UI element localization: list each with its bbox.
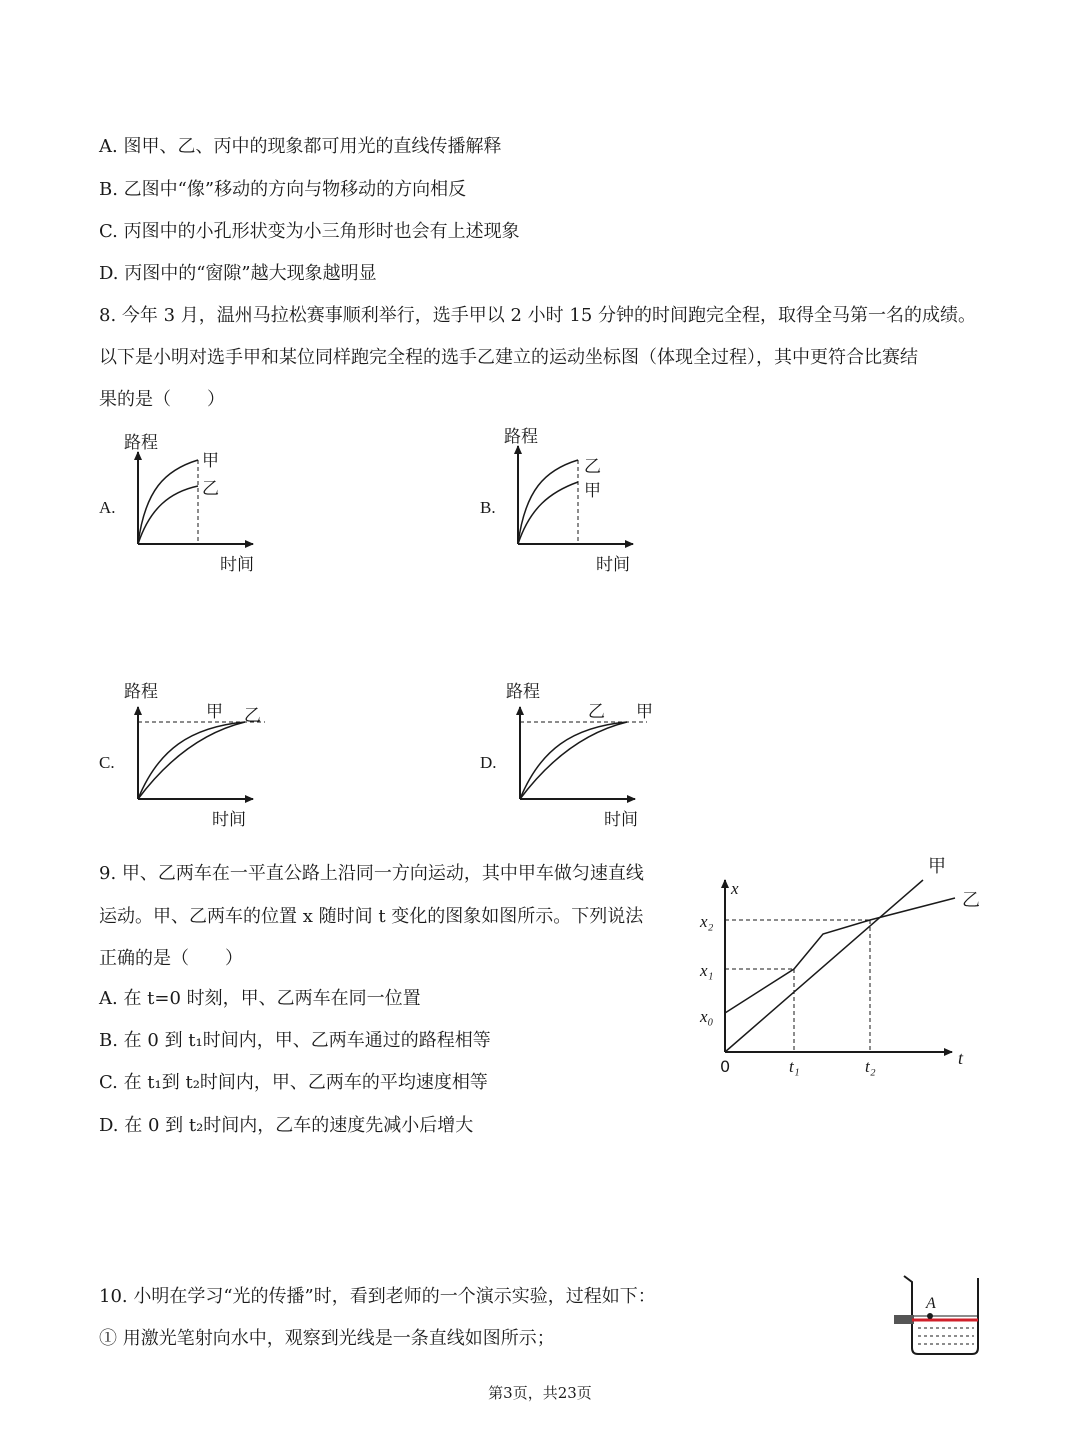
curve-lower-label: 甲 <box>584 481 601 501</box>
tick-x2: x₂ <box>700 912 714 931</box>
y-axis-label: 路程 <box>124 433 158 453</box>
q8-graph-b <box>500 420 660 580</box>
curve-lower <box>138 486 198 544</box>
x-axis-label: 时间 <box>604 810 638 830</box>
y-axis-label: 路程 <box>504 427 538 447</box>
q8-stem-line-2: 以下是小明对选手甲和某位同样跑完全程的选手乙建立的运动坐标图（体现全过程），其中更符合比赛结 <box>99 347 918 368</box>
q9-stem-line-1: 9. 甲、乙两车在一平直公路上沿同一方向运动，其中甲车做匀速直线 <box>99 863 644 884</box>
y-axis-label: x <box>731 879 739 898</box>
tick-x1: x₁ <box>700 961 714 980</box>
x-axis-label: t <box>958 1048 964 1068</box>
q9-option-c: C. 在 t₁到 t₂时间内，甲、乙两车的平均速度相等 <box>99 1072 488 1093</box>
q8-option-b-label: B. <box>480 498 496 517</box>
q9-position-time-graph <box>690 850 990 1090</box>
q9-option-b: B. 在 0 到 t₁时间内，甲、乙两车通过的路程相等 <box>99 1030 491 1051</box>
curve-upper-label: 甲 <box>202 451 219 471</box>
q7-option-b: B. 乙图中“像”移动的方向与物移动的方向相反 <box>99 179 467 200</box>
line-jia-label: 甲 <box>928 856 946 877</box>
q10-stem: 10. 小明在学习“光的传播”时，看到老师的一个演示实验，过程如下： <box>99 1286 656 1307</box>
q7-option-c: C. 丙图中的小孔形状变为小三角形时也会有上述现象 <box>99 221 520 242</box>
q8-option-a-label: A. <box>99 498 116 517</box>
curve-lower-label: 乙 <box>202 479 219 499</box>
curve-upper <box>518 460 578 544</box>
q8-option-d-label: D. <box>480 753 497 772</box>
tick-t2: t₂ <box>865 1057 876 1076</box>
q8-option-c-label: C. <box>99 753 115 772</box>
tick-t1: t₁ <box>789 1057 800 1076</box>
laser-pen-icon <box>894 1315 914 1324</box>
q9-stem-line-2: 运动。甲、乙两车的位置 x 随时间 t 变化的图象如图所示。下列说法 <box>99 906 644 927</box>
q9-option-a: A. 在 t=0 时刻，甲、乙两车在同一位置 <box>99 988 421 1009</box>
q8-graph-a <box>120 420 280 580</box>
curve-lower <box>138 722 245 799</box>
curve-label-left: 甲 <box>206 702 223 722</box>
beaker-outline <box>904 1276 978 1354</box>
curve-label-left: 乙 <box>588 702 605 722</box>
x-axis-label: 时间 <box>212 810 246 830</box>
curve-upper <box>520 722 627 799</box>
point-a-marker <box>927 1313 933 1319</box>
curve-upper-label: 乙 <box>584 457 601 477</box>
y-axis-label: 路程 <box>506 682 540 702</box>
curve-label-right: 乙 <box>244 706 261 726</box>
x-axis-label: 时间 <box>220 555 254 575</box>
q7-option-a: A. 图甲、乙、丙中的现象都可用光的直线传播解释 <box>99 136 502 157</box>
q8-graph-c <box>120 675 280 835</box>
line-yi-label: 乙 <box>962 890 980 911</box>
y-axis-label: 路程 <box>124 682 158 702</box>
q8-stem-line-1: 8. 今年 3 月，温州马拉松赛事顺利举行，选手甲以 2 小时 15 分钟的时间跑完全程，取得全马第一名的成绩。 <box>99 305 977 326</box>
tick-x0: x₀ <box>700 1007 714 1026</box>
curve-lower <box>518 482 578 544</box>
q10-beaker-figure <box>890 1270 990 1360</box>
curve-upper <box>138 460 198 544</box>
line-jia <box>725 880 923 1052</box>
q8-stem-line-3: 果的是（ ） <box>99 389 225 410</box>
origin-label: 0 <box>720 1057 731 1076</box>
x-axis-label: 时间 <box>596 555 630 575</box>
curve-label-right: 甲 <box>636 702 653 722</box>
line-yi <box>725 898 955 1013</box>
point-a-label: A <box>926 1295 936 1312</box>
q7-option-d: D. 丙图中的“窗隙”越大现象越明显 <box>99 263 377 284</box>
q9-stem-line-3: 正确的是（ ） <box>99 948 243 969</box>
q8-graph-d <box>502 675 662 835</box>
q9-option-d: D. 在 0 到 t₂时间内，乙车的速度先减小后增大 <box>99 1115 474 1136</box>
curve-lower <box>520 722 627 799</box>
page-footer: 第3页，共23页 <box>488 1384 592 1402</box>
q10-step-1: ① 用激光笔射向水中，观察到光线是一条直线如图所示； <box>99 1328 555 1349</box>
curve-upper <box>138 722 245 799</box>
